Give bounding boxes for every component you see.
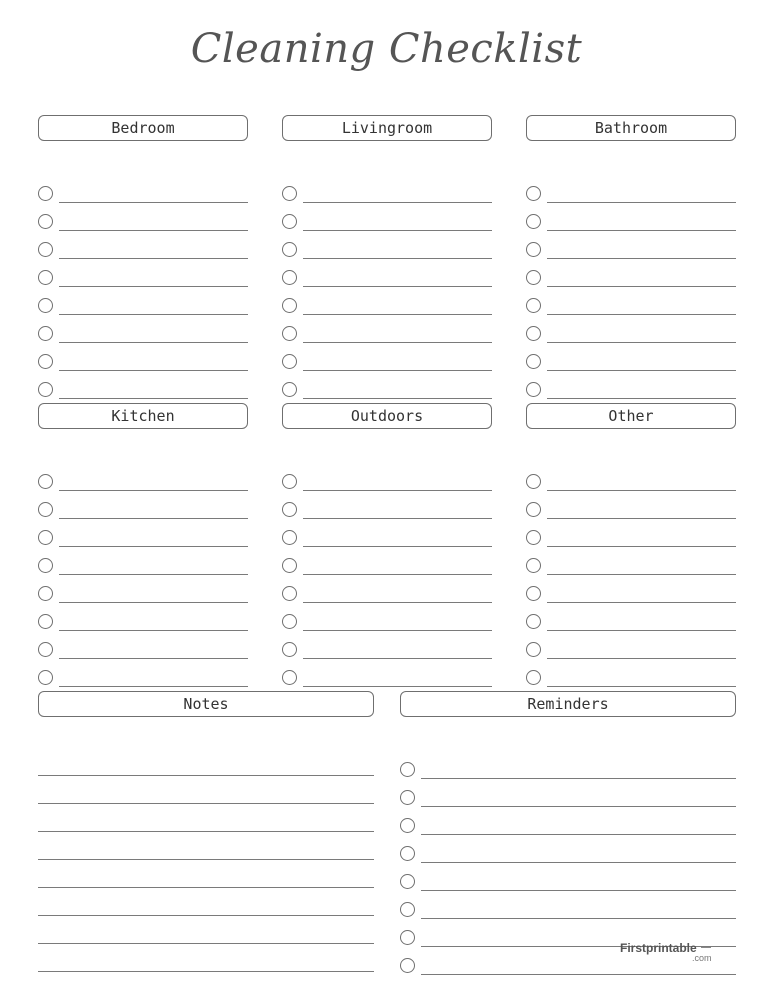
checkbox-circle[interactable] xyxy=(38,502,53,517)
write-in-line[interactable] xyxy=(421,834,736,835)
write-in-line[interactable] xyxy=(421,974,736,975)
write-in-line[interactable] xyxy=(303,518,492,519)
checklist-item xyxy=(38,354,248,374)
checklist-item xyxy=(282,298,492,318)
checklist-item xyxy=(526,382,736,402)
write-in-line[interactable] xyxy=(59,202,248,203)
write-in-line[interactable] xyxy=(59,490,248,491)
write-in-line[interactable] xyxy=(547,314,736,315)
checklist-item xyxy=(38,242,248,262)
checkbox-circle[interactable] xyxy=(38,670,53,685)
write-in-line[interactable] xyxy=(303,398,492,399)
checklist-item xyxy=(38,670,248,690)
checklist-item xyxy=(526,214,736,234)
checkbox-circle[interactable] xyxy=(282,502,297,517)
note-line xyxy=(38,815,374,835)
checkbox-circle[interactable] xyxy=(282,670,297,685)
section-header: Kitchen xyxy=(38,403,248,429)
checklist-item xyxy=(526,586,736,606)
write-in-line[interactable] xyxy=(59,602,248,603)
brand-logo xyxy=(620,939,740,963)
checklist-item xyxy=(526,354,736,374)
write-in-line[interactable] xyxy=(59,370,248,371)
checkbox-circle[interactable] xyxy=(526,670,541,685)
write-in-line[interactable] xyxy=(303,686,492,687)
checkbox-circle[interactable] xyxy=(526,354,541,369)
section-header: Outdoors xyxy=(282,403,492,429)
write-in-line[interactable] xyxy=(303,286,492,287)
write-in-line[interactable] xyxy=(303,602,492,603)
checklist-item xyxy=(282,642,492,662)
checklist-item xyxy=(526,642,736,662)
write-in-line[interactable] xyxy=(59,258,248,259)
write-in-line[interactable] xyxy=(59,574,248,575)
write-in-line[interactable] xyxy=(547,518,736,519)
checklist-item xyxy=(282,242,492,262)
checklist-item xyxy=(38,186,248,206)
checklist-item xyxy=(400,846,736,866)
checkbox-circle[interactable] xyxy=(38,354,53,369)
section-other xyxy=(526,403,736,429)
write-in-line[interactable] xyxy=(38,915,374,916)
checklist-item xyxy=(282,186,492,206)
checklist-item xyxy=(282,474,492,494)
checkbox-circle[interactable] xyxy=(526,530,541,545)
write-in-line[interactable] xyxy=(59,658,248,659)
write-in-line[interactable] xyxy=(421,862,736,863)
checkbox-circle[interactable] xyxy=(38,614,53,629)
checklist-item xyxy=(282,354,492,374)
write-in-line[interactable] xyxy=(547,370,736,371)
page-title: Cleaning Checklist xyxy=(190,26,583,72)
checkbox-circle[interactable] xyxy=(526,558,541,573)
checklist-item xyxy=(282,270,492,290)
checklist-item xyxy=(38,326,248,346)
checklist-item xyxy=(38,270,248,290)
section-header: Bathroom xyxy=(526,115,736,141)
write-in-line[interactable] xyxy=(547,286,736,287)
checkbox-circle[interactable] xyxy=(526,270,541,285)
write-in-line[interactable] xyxy=(38,859,374,860)
write-in-line[interactable] xyxy=(421,778,736,779)
checklist-item xyxy=(400,790,736,810)
checkbox-circle[interactable] xyxy=(282,326,297,341)
write-in-line[interactable] xyxy=(59,546,248,547)
write-in-line[interactable] xyxy=(547,630,736,631)
section-header: Notes xyxy=(38,691,374,717)
section-header: Other xyxy=(526,403,736,429)
checkbox-circle[interactable] xyxy=(526,186,541,201)
checkbox-circle[interactable] xyxy=(282,382,297,397)
checklist-item xyxy=(526,614,736,634)
write-in-line[interactable] xyxy=(547,574,736,575)
checklist-item xyxy=(38,214,248,234)
note-line xyxy=(38,955,374,975)
write-in-line[interactable] xyxy=(547,202,736,203)
checklist-item xyxy=(282,586,492,606)
write-in-line[interactable] xyxy=(303,630,492,631)
checklist-item xyxy=(38,614,248,634)
write-in-line[interactable] xyxy=(303,230,492,231)
note-line xyxy=(38,899,374,919)
write-in-line[interactable] xyxy=(547,686,736,687)
write-in-line[interactable] xyxy=(38,775,374,776)
checkbox-circle[interactable] xyxy=(400,762,415,777)
checkbox-circle[interactable] xyxy=(38,382,53,397)
checkbox-circle[interactable] xyxy=(400,818,415,833)
write-in-line[interactable] xyxy=(38,943,374,944)
checklist-item xyxy=(38,586,248,606)
brand-name: Firstprintable xyxy=(620,941,697,955)
checkbox-circle[interactable] xyxy=(400,846,415,861)
checkbox-circle[interactable] xyxy=(282,642,297,657)
checklist-item xyxy=(282,214,492,234)
write-in-line[interactable] xyxy=(59,686,248,687)
write-in-line[interactable] xyxy=(303,258,492,259)
checklist-item xyxy=(400,874,736,894)
section-bedroom xyxy=(38,115,248,141)
checkbox-circle[interactable] xyxy=(38,186,53,201)
write-in-line[interactable] xyxy=(59,630,248,631)
checkbox-circle[interactable] xyxy=(38,558,53,573)
write-in-line[interactable] xyxy=(59,314,248,315)
checkbox-circle[interactable] xyxy=(282,242,297,257)
checkbox-circle[interactable] xyxy=(526,586,541,601)
checkbox-circle[interactable] xyxy=(526,642,541,657)
checklist-item xyxy=(526,670,736,690)
write-in-line[interactable] xyxy=(38,803,374,804)
checkbox-circle[interactable] xyxy=(282,530,297,545)
checklist-item xyxy=(282,670,492,690)
checkbox-circle[interactable] xyxy=(526,326,541,341)
checkbox-circle[interactable] xyxy=(526,502,541,517)
checkbox-circle[interactable] xyxy=(526,298,541,313)
checkbox-circle[interactable] xyxy=(400,874,415,889)
checkbox-circle[interactable] xyxy=(400,790,415,805)
write-in-line[interactable] xyxy=(421,806,736,807)
checklist-item xyxy=(282,502,492,522)
checkbox-circle[interactable] xyxy=(282,354,297,369)
write-in-line[interactable] xyxy=(303,202,492,203)
write-in-line[interactable] xyxy=(421,918,736,919)
brand-dash xyxy=(701,947,711,948)
checkbox-circle[interactable] xyxy=(38,326,53,341)
checklist-item xyxy=(526,326,736,346)
note-line xyxy=(38,759,374,779)
checklist-item xyxy=(38,382,248,402)
checkbox-circle[interactable] xyxy=(38,642,53,657)
write-in-line[interactable] xyxy=(547,602,736,603)
write-in-line[interactable] xyxy=(547,546,736,547)
checkbox-circle[interactable] xyxy=(526,242,541,257)
checklist-item xyxy=(526,298,736,318)
write-in-line[interactable] xyxy=(303,574,492,575)
checklist-item xyxy=(400,958,736,978)
checklist-item xyxy=(38,298,248,318)
checklist-item xyxy=(526,186,736,206)
checkbox-circle[interactable] xyxy=(38,474,53,489)
write-in-line[interactable] xyxy=(547,342,736,343)
checkbox-circle[interactable] xyxy=(400,958,415,973)
write-in-line[interactable] xyxy=(59,286,248,287)
section-reminders xyxy=(400,691,736,717)
note-line xyxy=(38,871,374,891)
checklist-item xyxy=(400,902,736,922)
section-notes xyxy=(38,691,374,717)
checklist-item xyxy=(282,326,492,346)
checklist-item xyxy=(38,530,248,550)
write-in-line[interactable] xyxy=(303,370,492,371)
write-in-line[interactable] xyxy=(38,831,374,832)
write-in-line[interactable] xyxy=(547,230,736,231)
write-in-line[interactable] xyxy=(59,230,248,231)
checklist-item xyxy=(526,270,736,290)
write-in-line[interactable] xyxy=(303,546,492,547)
checkbox-circle[interactable] xyxy=(400,930,415,945)
checkbox-circle[interactable] xyxy=(282,270,297,285)
checklist-item xyxy=(526,502,736,522)
checklist-item xyxy=(282,530,492,550)
write-in-line[interactable] xyxy=(421,890,736,891)
checklist-item xyxy=(526,530,736,550)
section-kitchen xyxy=(38,403,248,429)
checkbox-circle[interactable] xyxy=(38,270,53,285)
section-bathroom xyxy=(526,115,736,141)
checklist-item xyxy=(282,382,492,402)
checkbox-circle[interactable] xyxy=(282,586,297,601)
checkbox-circle[interactable] xyxy=(282,214,297,229)
write-in-line[interactable] xyxy=(547,258,736,259)
checklist-item xyxy=(526,474,736,494)
write-in-line[interactable] xyxy=(547,658,736,659)
checkbox-circle[interactable] xyxy=(526,214,541,229)
checklist-item xyxy=(38,502,248,522)
checklist-item xyxy=(400,818,736,838)
checklist-item xyxy=(282,614,492,634)
write-in-line[interactable] xyxy=(38,887,374,888)
checkbox-circle[interactable] xyxy=(38,214,53,229)
section-livingroom xyxy=(282,115,492,141)
section-outdoors xyxy=(282,403,492,429)
section-header: Reminders xyxy=(400,691,736,717)
checkbox-circle[interactable] xyxy=(38,242,53,257)
checkbox-circle[interactable] xyxy=(282,186,297,201)
checkbox-circle[interactable] xyxy=(526,614,541,629)
checklist-item xyxy=(38,642,248,662)
checkbox-circle[interactable] xyxy=(526,382,541,397)
checkbox-circle[interactable] xyxy=(282,298,297,313)
checklist-item xyxy=(526,558,736,578)
section-header: Livingroom xyxy=(282,115,492,141)
write-in-line[interactable] xyxy=(547,490,736,491)
note-line xyxy=(38,787,374,807)
brand-suffix: .com xyxy=(692,953,712,963)
note-line xyxy=(38,927,374,947)
write-in-line[interactable] xyxy=(38,971,374,972)
checkbox-circle[interactable] xyxy=(400,902,415,917)
section-header: Bedroom xyxy=(38,115,248,141)
checklist-item xyxy=(526,242,736,262)
checkbox-circle[interactable] xyxy=(38,586,53,601)
checkbox-circle[interactable] xyxy=(526,474,541,489)
checkbox-circle[interactable] xyxy=(282,614,297,629)
checklist-item xyxy=(38,474,248,494)
write-in-line[interactable] xyxy=(303,314,492,315)
note-line xyxy=(38,843,374,863)
write-in-line[interactable] xyxy=(303,342,492,343)
write-in-line[interactable] xyxy=(303,658,492,659)
write-in-line[interactable] xyxy=(303,490,492,491)
checklist-item xyxy=(282,558,492,578)
checkbox-circle[interactable] xyxy=(282,558,297,573)
checklist-item xyxy=(38,558,248,578)
checkbox-circle[interactable] xyxy=(38,530,53,545)
checklist-item xyxy=(400,762,736,782)
write-in-line[interactable] xyxy=(59,398,248,399)
write-in-line[interactable] xyxy=(59,342,248,343)
checkbox-circle[interactable] xyxy=(38,298,53,313)
write-in-line[interactable] xyxy=(547,398,736,399)
write-in-line[interactable] xyxy=(59,518,248,519)
checkbox-circle[interactable] xyxy=(282,474,297,489)
